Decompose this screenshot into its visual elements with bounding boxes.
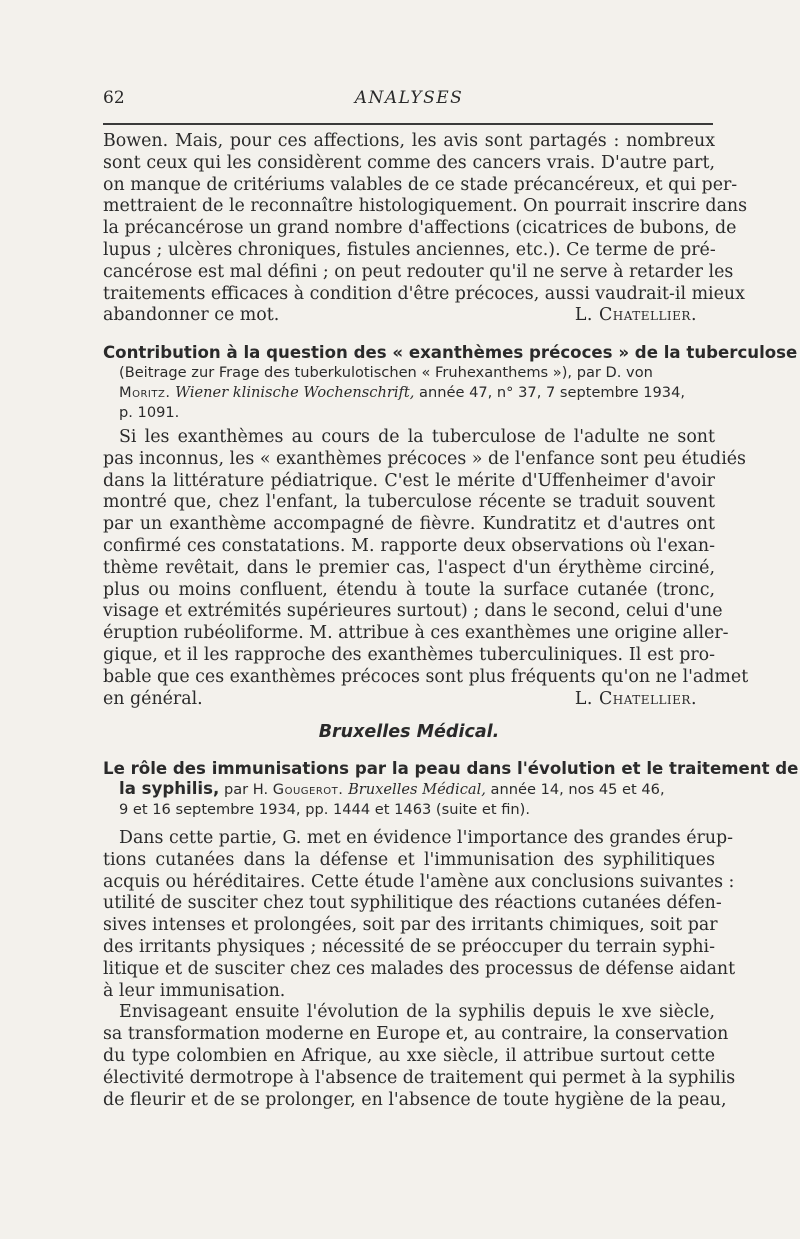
signature: L. Chatellier. — [574, 305, 697, 326]
text-line: la précancérose un grand nombre d'affections (cicatrices de bubons, de — [103, 218, 737, 239]
text-line: Bowen. Mais, pour ces affections, les avis sont partagés : nombreux — [103, 131, 715, 151]
text-line: Dans cette partie, G. met en évidence l'importance des grandes érup- — [119, 828, 734, 848]
text-line: utilité de susciter chez tout syphilitique des réactions cutanées défen- — [103, 893, 722, 914]
header-rule — [103, 123, 713, 125]
text-line: Si les exanthèmes au cours de la tuberculose de l'adulte ne sont — [119, 427, 715, 447]
text-line: plus ou moins confluent, étendu à toute la surface cutanée (tronc, — [103, 579, 715, 600]
reference-line: p. 1091. — [119, 404, 180, 421]
article-body — [103, 1002, 736, 1111]
text-line: du type colombien en Afrique, au xxe siècle, il attribue surtout cette — [103, 1045, 715, 1066]
journal-name: Wiener klinische Wochenschrift, — [175, 384, 415, 401]
author: Gougerot. — [272, 781, 344, 798]
continuation-paragraph — [103, 131, 748, 327]
text-line: dans la littérature pédiatrique. C'est le mérite d'Uffenheimer d'avoir — [103, 470, 715, 491]
text-line: visage et extrémités supérieures surtout) ; dans le second, celui d'une — [103, 601, 723, 622]
signature-line — [103, 305, 715, 327]
article-title-continuation: la syphilis, — [119, 779, 220, 798]
text-line: confirmé ces constatations. M. rapporte deux observations où l'exan- — [103, 535, 715, 556]
page-number: 62 — [103, 88, 125, 108]
text-line: des irritants physiques ; nécessité de se préoccuper du terrain syphi- — [103, 936, 715, 957]
text-line: thème revêtait, dans le premier cas, l'aspect d'un érythème circiné, — [103, 557, 715, 578]
article-title: Le rôle des immunisations par la peau dans l'évolution et le traitement de — [103, 759, 799, 778]
author: Moritz. — [119, 384, 171, 401]
article-1 — [103, 342, 798, 710]
text-line: abandonner ce mot. — [103, 305, 280, 326]
reference-by: par H. — [223, 781, 269, 798]
text-line: tions cutanées dans la défense et l'immunisation des syphilitiques — [103, 849, 715, 870]
reference-line: 9 et 16 septembre 1934, pp. 1444 et 1463 (suite et fin). — [119, 801, 530, 818]
running-title: ANALYSES — [354, 88, 464, 108]
article-2 — [103, 758, 799, 1111]
text-line: Envisageant ensuite l'évolution de la syphilis depuis le xve siècle, — [119, 1002, 715, 1023]
text-line: électivité dermotrope à l'absence de traitement qui permet à la syphilis — [103, 1067, 736, 1088]
text-line: sa transformation moderne en Europe et, au contraire, la conservation — [103, 1024, 729, 1045]
text-line: bable que ces exanthèmes précoces sont plus fréquents qu'on ne l'admet — [103, 666, 749, 687]
text-line: lupus ; ulcères chroniques, fistules anciennes, etc.). Ce terme de pré- — [103, 239, 716, 260]
reference-line — [119, 383, 715, 403]
text-line: traitements efficaces à condition d'être précoces, aussi vaudrait-il mieux — [103, 283, 745, 304]
text-line: sont ceux qui les considèrent comme des cancers vrais. D'autre part, — [103, 152, 715, 173]
article-body — [103, 828, 736, 1002]
text-line: acquis ou héréditaires. Cette étude l'amène aux conclusions suivantes : — [103, 871, 735, 892]
journal-heading: Bruxelles Médical. — [318, 722, 500, 742]
article-reference — [103, 779, 715, 820]
text-line: on manque de critériums valables de ce stade précancéreux, et qui per- — [103, 174, 738, 195]
signature-line — [103, 689, 715, 711]
reference-details: année 14, nos 45 et 46, — [490, 781, 665, 798]
journal-name: Bruxelles Médical, — [348, 781, 486, 798]
text-line: pas inconnus, les « exanthèmes précoces » de l'enfance sont peu étudiés — [103, 448, 746, 469]
reference-details: année 47, n° 37, 7 septembre 1934, — [419, 384, 685, 401]
text-line: par un exanthème accompagné de fièvre. Kundratitz et d'autres ont — [103, 514, 715, 535]
text-line: sives intenses et prolongées, soit par des irritants chimiques, soit par — [103, 915, 718, 936]
text-line: de fleurir et de se prolonger, en l'absence de toute hygiène de la peau, — [103, 1089, 727, 1110]
text-line: litique et de susciter chez ces malades des processus de défense aidant — [103, 958, 736, 979]
text-line: à leur immunisation. — [103, 980, 286, 1001]
reference-line: (Beitrage zur Frage des tuberkulotischen « Fruhexanthems »), par D. von — [119, 364, 653, 381]
text-line: gique, et il les rapproche des exanthèmes tuberculiniques. Il est pro- — [103, 644, 715, 665]
reference-line — [119, 779, 715, 800]
text-line: en général. — [103, 688, 203, 709]
article-body — [103, 427, 749, 710]
text-line: éruption rubéoliforme. M. attribue à ces exanthèmes une origine aller- — [103, 623, 729, 644]
signature: L. Chatellier. — [574, 688, 697, 709]
article-title: Contribution à la question des « exanthèmes précoces » de la tuberculose — [103, 343, 798, 362]
text-line: montré que, chez l'enfant, la tuberculose récente se traduit souvent — [103, 492, 715, 513]
article-reference — [103, 363, 715, 423]
page-header — [103, 88, 715, 116]
section-continuation — [103, 131, 748, 327]
text-line: mettraient de le reconnaître histologiquement. On pourrait inscrire dans — [103, 196, 748, 217]
text-line: cancérose est mal défini ; on peut redouter qu'il ne serve à retarder les — [103, 261, 734, 282]
